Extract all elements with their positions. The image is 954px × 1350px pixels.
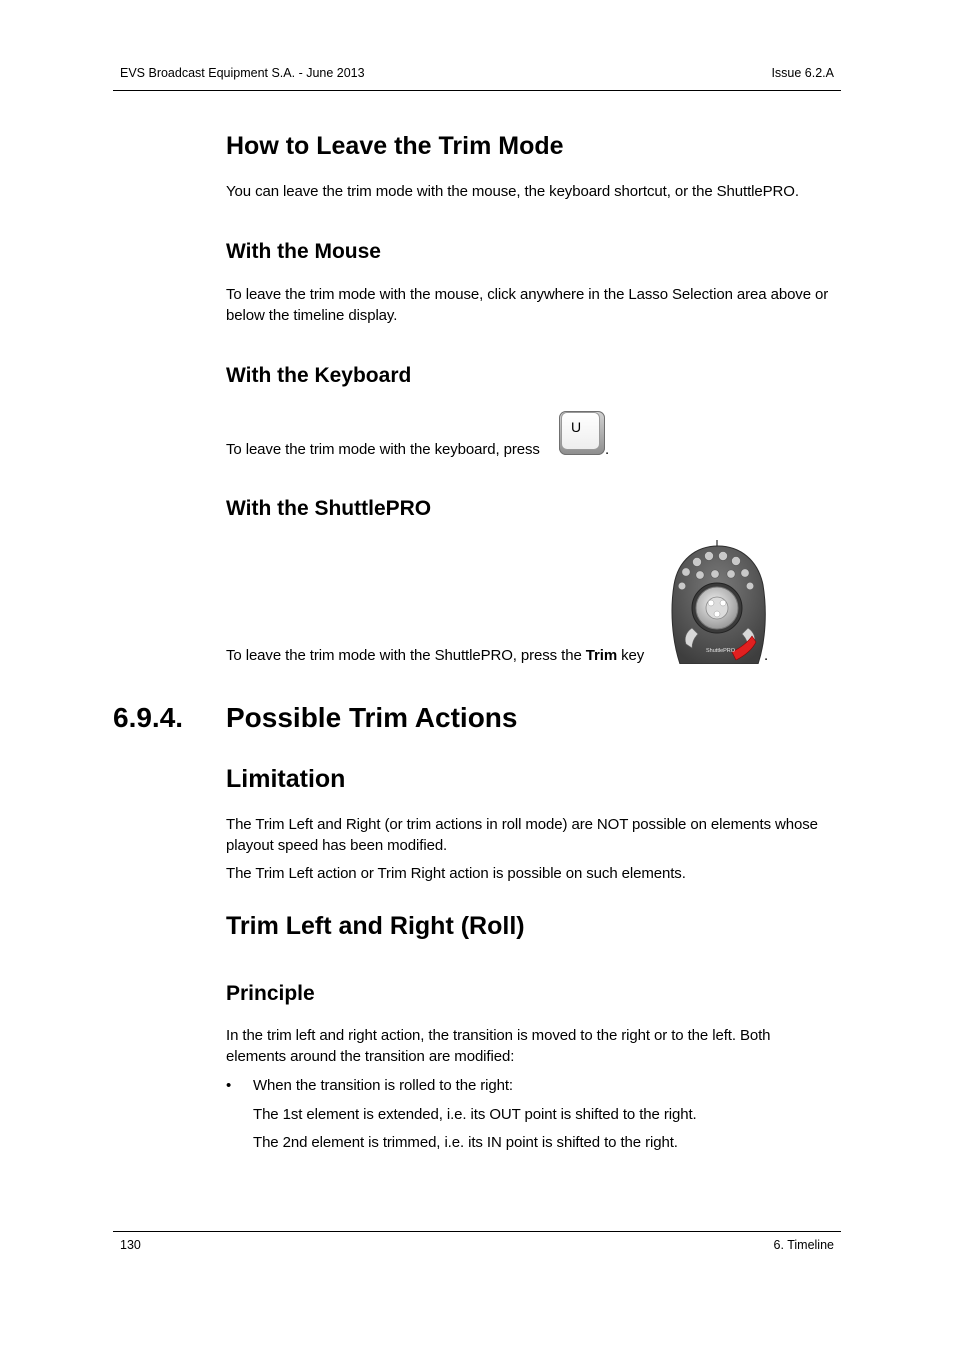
shuttle-brand-label: ShuttlePRO [706, 648, 736, 654]
heading-with-keyboard: With the Keyboard [226, 364, 412, 387]
limitation-p1: The Trim Left and Right (or trim actions in roll mode) are NOT possible on elements whose playout speed has been modified. [226, 816, 818, 854]
keyboard-text: To leave the trim mode with the keyboard, press [226, 441, 540, 458]
sub-first-element: The 1st element is extended, i.e. its OUT point is shifted to the right. [253, 1106, 697, 1123]
keyboard-text-end: . [605, 441, 610, 458]
heading-principle: Principle [226, 982, 315, 1005]
u-key-icon [559, 411, 605, 455]
shuttle-text-after: key [617, 647, 645, 664]
heading-trim-roll: Trim Left and Right (Roll) [226, 912, 525, 940]
sub-second-element: The 2nd element is trimmed, i.e. its IN point is shifted to the right. [253, 1134, 678, 1151]
bullet-marker: • [226, 1077, 232, 1094]
heading-leave-trim-mode: How to Leave the Trim Mode [226, 132, 564, 160]
footer-chapter: 6. Timeline [773, 1238, 834, 1252]
header-left: EVS Broadcast Equipment S.A. - June 2013 [120, 66, 365, 80]
heading-limitation: Limitation [226, 765, 346, 793]
header-right: Issue 6.2.A [771, 66, 834, 80]
trim-word: Trim [585, 647, 618, 664]
footer-rule [113, 1231, 841, 1232]
shuttle-text-end: . [764, 647, 769, 664]
footer-page-number: 130 [120, 1238, 141, 1252]
principle-text: In the trim left and right action, the transition is moved to the right or to the left. Both elements around the transition are modified: [226, 1027, 771, 1065]
shuttlepro-device-icon [670, 540, 768, 664]
u-key-label: U [571, 419, 582, 435]
section-title: Possible Trim Actions [226, 702, 518, 733]
leave-intro: You can leave the trim mode with the mouse, the keyboard shortcut, or the ShuttlePRO. [226, 183, 799, 200]
shuttle-text [226, 645, 644, 666]
limitation-p2: The Trim Left action or Trim Right action is possible on such elements. [226, 865, 686, 882]
bullet-rolled-right: When the transition is rolled to the right: [253, 1077, 514, 1094]
shuttle-text-before: To leave the trim mode with the ShuttlePRO, press the [226, 647, 586, 664]
heading-with-mouse: With the Mouse [226, 240, 381, 263]
header-rule [113, 90, 841, 91]
section-number: 6.9.4. [113, 702, 184, 733]
heading-with-shuttlepro: With the ShuttlePRO [226, 497, 432, 520]
mouse-text: To leave the trim mode with the mouse, click anywhere in the Lasso Selection area above or below the timeline display. [226, 286, 829, 324]
